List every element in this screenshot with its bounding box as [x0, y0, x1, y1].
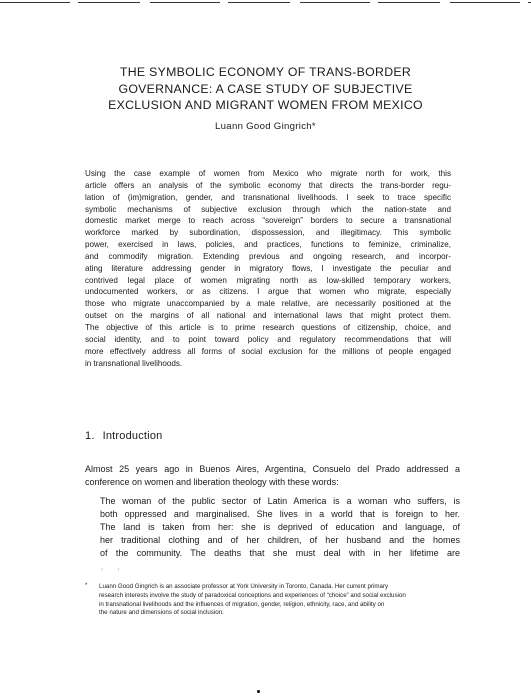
footnote-line: the nature and dimensions of social inclusion. — [99, 609, 224, 617]
abstract-line: contrived legal place of women migrating north as low-skilled temporary workers, — [85, 275, 451, 285]
abstract-line: symbolic mechanisms of subjective exclusion through which the nation-state and — [85, 204, 451, 214]
abstract-line: more effectively address all forms of social exclusion for the millions of people engaged — [85, 346, 451, 356]
body-line: Almost 25 years ago in Buenos Aires, Argentina, Consuelo del Prado addressed a — [85, 464, 460, 474]
section-heading — [85, 430, 162, 442]
abstract — [85, 168, 451, 369]
block-quote — [100, 495, 460, 560]
article-title — [60, 64, 471, 114]
body-paragraph — [85, 463, 460, 489]
quote-line: both oppressed and marginalised. She lives in a world that is foreign to her. — [100, 509, 460, 519]
abstract-line: workforce marked by subordination, dispossession, and illegitimacy. This symbolic — [85, 228, 451, 238]
title-line: GOVERNANCE: A CASE STUDY OF SUBJECTIVE — [118, 81, 413, 96]
footnote-separator-marks: · · — [101, 566, 126, 573]
footnote-line: in transnational livelihoods and the influences of migration, gender, religion, ethnicity, race, and ability on — [99, 600, 385, 608]
section-number: 1. — [85, 430, 95, 442]
page-number-mark — [257, 690, 260, 693]
quote-line: The land is taken from her: she is deprived of education and language, of — [100, 522, 460, 532]
quote-line: her traditional clothing and of her children, of her husband and the homes — [100, 535, 460, 545]
abstract-line: outset on the margins of all national and international laws that might protect them. — [85, 311, 451, 321]
title-line: EXCLUSION AND MIGRANT WOMEN FROM MEXICO — [108, 98, 423, 112]
abstract-line: social identity, and to point toward policy and regulatory recommendations that will — [85, 334, 451, 344]
abstract-line: article offers an analysis of the symbolic economy that directs the trans-border regu- — [85, 180, 451, 190]
top-edge-rule — [0, 2, 531, 3]
abstract-line: The objective of this article is to prime research questions of citizenship, choice, and — [85, 322, 451, 332]
title-line: THE SYMBOLIC ECONOMY OF TRANS-BORDER — [119, 65, 412, 79]
quote-line: of the community. The deaths that she must deal with in her lifetime are — [100, 548, 460, 558]
abstract-line: lation of (im)migration, gender, and transnational livelihoods. I seek to trace specific — [85, 192, 451, 202]
footnote-marker: * — [85, 583, 88, 589]
abstract-line: Using the case example of women from Mexico who migrate north for work, this — [85, 169, 451, 178]
abstract-line: those who migrate unaccompanied by a male relative, are necessarily positioned at the — [85, 299, 451, 309]
quote-line: The woman of the public sector of Latin America is a woman who suffers, is — [100, 496, 460, 506]
footnote-line: research interests involve the study of paradoxical conceptions and experiences of “choice” and social exclusion — [99, 591, 406, 599]
author-name: Luann Good Gingrich* — [215, 121, 316, 132]
body-line: conference on women and liberation theology with these words: — [85, 477, 339, 487]
abstract-line: in transnational livelihoods. — [85, 358, 183, 368]
abstract-line: domestic market merge to reach across “sovereign” borders to secure a transnational — [85, 216, 451, 226]
abstract-line: undocumented workers, or as citizens. I argue that women who migrate, especially — [85, 287, 451, 297]
author-footnote — [85, 583, 465, 618]
abstract-line: ating literature addressing gender in migratory flows, I investigate the peculiar and — [85, 263, 451, 273]
section-title: Introduction — [102, 430, 163, 442]
abstract-line: and commodify migration. Extending previous and ongoing research, and incorpor- — [85, 251, 451, 261]
footnote-line: Luann Good Gingrich is an associate professor at York University in Toronto, Canada. Her current primary — [99, 583, 389, 590]
abstract-line: power, exercised in laws, policies, and practices, functions to feminize, criminalize, — [85, 240, 451, 250]
